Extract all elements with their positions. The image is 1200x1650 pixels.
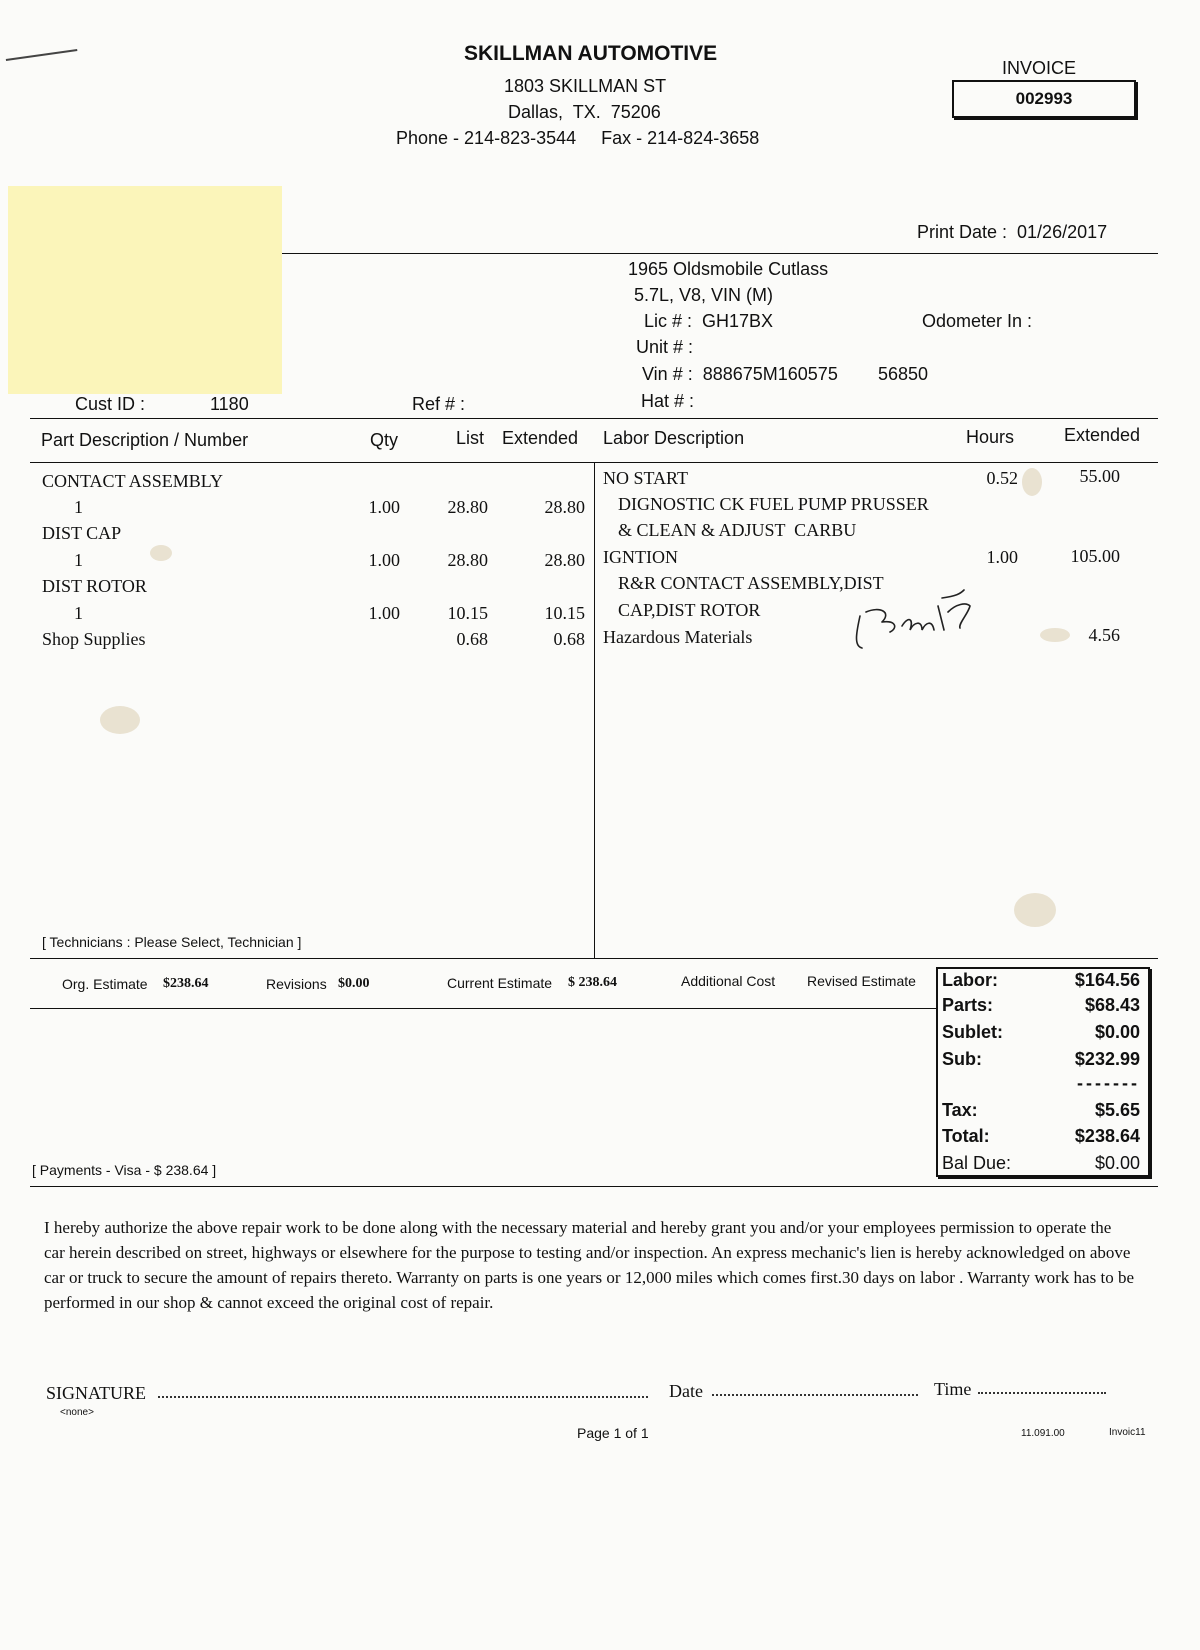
labor-header-extended: Extended	[1064, 425, 1141, 445]
sticky-note	[8, 186, 282, 394]
labor-0-hours: 0.52	[986, 468, 1018, 488]
vehicle-engine: 5.7L, V8, VIN (M)	[634, 285, 774, 305]
signature-none: <none>	[60, 1407, 94, 1418]
part-1-list: 28.80	[447, 550, 488, 570]
part-0-list: 28.80	[447, 497, 488, 517]
labor-total: $164.56	[1074, 970, 1140, 990]
labor-0-line: NO START	[603, 468, 688, 488]
labor-3-hours: 1.00	[986, 547, 1018, 567]
time-dots	[978, 1392, 1106, 1394]
stain	[100, 706, 140, 734]
parts-header-extended: Extended	[502, 428, 579, 448]
shop-address: 1803 SKILLMAN ST	[504, 76, 667, 96]
part-3-list: 0.68	[456, 629, 488, 649]
vehicle-model: 1965 Oldsmobile Cutlass	[628, 259, 829, 279]
shop-phone-fax: Phone - 214-823-3544 Fax - 214-824-3658	[396, 128, 760, 148]
part-2-extended: 10.15	[544, 603, 585, 623]
labor-header-description: Labor Description	[603, 428, 745, 448]
estimate-top-border	[30, 958, 1158, 959]
sub-total-label: Sub:	[942, 1049, 982, 1069]
print-date: Print Date : 01/26/2017	[917, 222, 1108, 242]
part-0-number: 1	[74, 497, 83, 517]
labor-6-extended: 4.56	[1088, 625, 1120, 645]
signature-dots	[158, 1396, 648, 1398]
sublet-total: $0.00	[1094, 1022, 1140, 1042]
authorization-text: I hereby authorize the above repair work to be done along with the necessary material and hereby grant you and/or your employees permission to operate the car herein described on street, highways or elsewhere for the purpose to testing and/or inspection. An express mechanic's lien is hereby acknowledged on above car or truck to secure the amount of repairs thereto. Warranty on parts is one years or 12,000 miles which comes first.30 days on labor . Warranty work has to be performed in our shop & cannot exceed the original cost of repair.	[44, 1218, 1134, 1312]
header-divider	[282, 253, 1158, 254]
current-estimate-value: $ 238.64	[568, 975, 617, 990]
labor-6-line: Hazardous Materials	[603, 627, 753, 647]
cust-id: 1180	[210, 394, 249, 414]
labor-total-label: Labor:	[942, 970, 998, 990]
labor-0-extended: 55.00	[1079, 466, 1120, 486]
labor-header-hours: Hours	[966, 427, 1015, 447]
page-number: Page 1 of 1	[577, 1425, 649, 1441]
labor-3-extended: 105.00	[1070, 546, 1120, 566]
vehicle-vin-extra: 56850	[878, 364, 929, 384]
revised-estimate-label: Revised Estimate	[807, 973, 916, 989]
parts-header-description: Part Description / Number	[41, 430, 249, 450]
stain	[1022, 468, 1042, 496]
part-0-extended: 28.80	[544, 497, 585, 517]
balance-due: $0.00	[1094, 1153, 1140, 1173]
part-2-qty: 1.00	[368, 603, 400, 623]
revisions-label: Revisions	[266, 976, 327, 992]
vehicle-hat: Hat # :	[641, 391, 695, 411]
part-0-qty: 1.00	[368, 497, 400, 517]
parts-total: $68.43	[1084, 995, 1140, 1015]
cust-id-label: Cust ID :	[75, 394, 146, 414]
tax-label: Tax:	[942, 1100, 978, 1120]
sublet-total-label: Sublet:	[942, 1022, 1003, 1042]
column-divider	[594, 462, 595, 958]
revisions-value: $0.00	[338, 976, 370, 991]
signature-label: SIGNATURE	[46, 1383, 147, 1403]
totals-dashes: -------	[1077, 1073, 1140, 1093]
labor-4-line: R&R CONTACT ASSEMBLY,DIST	[618, 573, 884, 593]
table-top-border	[30, 418, 1158, 419]
part-2-list: 10.15	[447, 603, 488, 623]
part-3-extended: 0.68	[553, 629, 585, 649]
totals-bottom-border	[30, 1186, 1158, 1187]
stain	[150, 545, 172, 561]
labor-2-line: & CLEAN & ADJUST CARBU	[618, 520, 857, 540]
ref-label: Ref # :	[412, 394, 466, 414]
part-2-description: DIST ROTOR	[42, 576, 147, 596]
estimate-bottom-border	[30, 1008, 936, 1009]
stain	[1040, 628, 1070, 642]
part-1-number: 1	[74, 550, 83, 570]
part-1-qty: 1.00	[368, 550, 400, 570]
grand-total: $238.64	[1074, 1126, 1140, 1146]
vehicle-unit: Unit # :	[636, 337, 694, 357]
vehicle-vin: Vin # : 888675M160575	[642, 364, 838, 384]
parts-total-label: Parts:	[942, 995, 994, 1015]
shop-name: SKILLMAN AUTOMOTIVE	[464, 42, 718, 65]
part-1-description: DIST CAP	[42, 523, 122, 543]
labor-1-line: DIGNOSTIC CK FUEL PUMP PRUSSER	[618, 494, 929, 514]
sub-total: $232.99	[1074, 1049, 1140, 1069]
part-2-number: 1	[74, 603, 83, 623]
org-estimate-value: $238.64	[163, 976, 209, 991]
scan-mark	[6, 49, 78, 67]
additional-cost-label: Additional Cost	[681, 973, 776, 989]
grand-total-label: Total:	[942, 1126, 990, 1146]
vehicle-lic: Lic # : GH17BX	[644, 311, 774, 331]
shop-city: Dallas, TX. 75206	[508, 102, 661, 122]
date-dots	[712, 1394, 918, 1396]
version-number: 11.091.00	[1021, 1428, 1065, 1439]
current-estimate-label: Current Estimate	[447, 975, 553, 991]
tax-total: $5.65	[1094, 1100, 1140, 1120]
parts-header-list: List	[456, 428, 485, 448]
odometer-in: Odometer In :	[922, 311, 1033, 331]
parts-header-qty: Qty	[370, 430, 399, 450]
handwritten-initials	[852, 576, 1012, 652]
invoice-number: 002993	[952, 80, 1136, 118]
labor-5-line: CAP,DIST ROTOR	[618, 600, 761, 620]
stain	[1014, 893, 1056, 927]
part-3-description: Shop Supplies	[42, 629, 146, 649]
part-1-extended: 28.80	[544, 550, 585, 570]
payments-note: [ Payments - Visa - $ 238.64 ]	[32, 1162, 217, 1178]
part-0-description: CONTACT ASSEMBLY	[42, 471, 223, 491]
labor-3-line: IGNTION	[603, 547, 678, 567]
time-label: Time	[934, 1379, 972, 1399]
balance-due-label: Bal Due:	[942, 1153, 1012, 1173]
invoice-label: INVOICE	[1002, 58, 1077, 78]
date-label: Date	[669, 1381, 703, 1401]
org-estimate-label: Org. Estimate	[62, 976, 148, 992]
form-code: Invoic11	[1109, 1427, 1146, 1438]
technicians-note: [ Technicians : Please Select, Technician ]	[42, 934, 302, 950]
